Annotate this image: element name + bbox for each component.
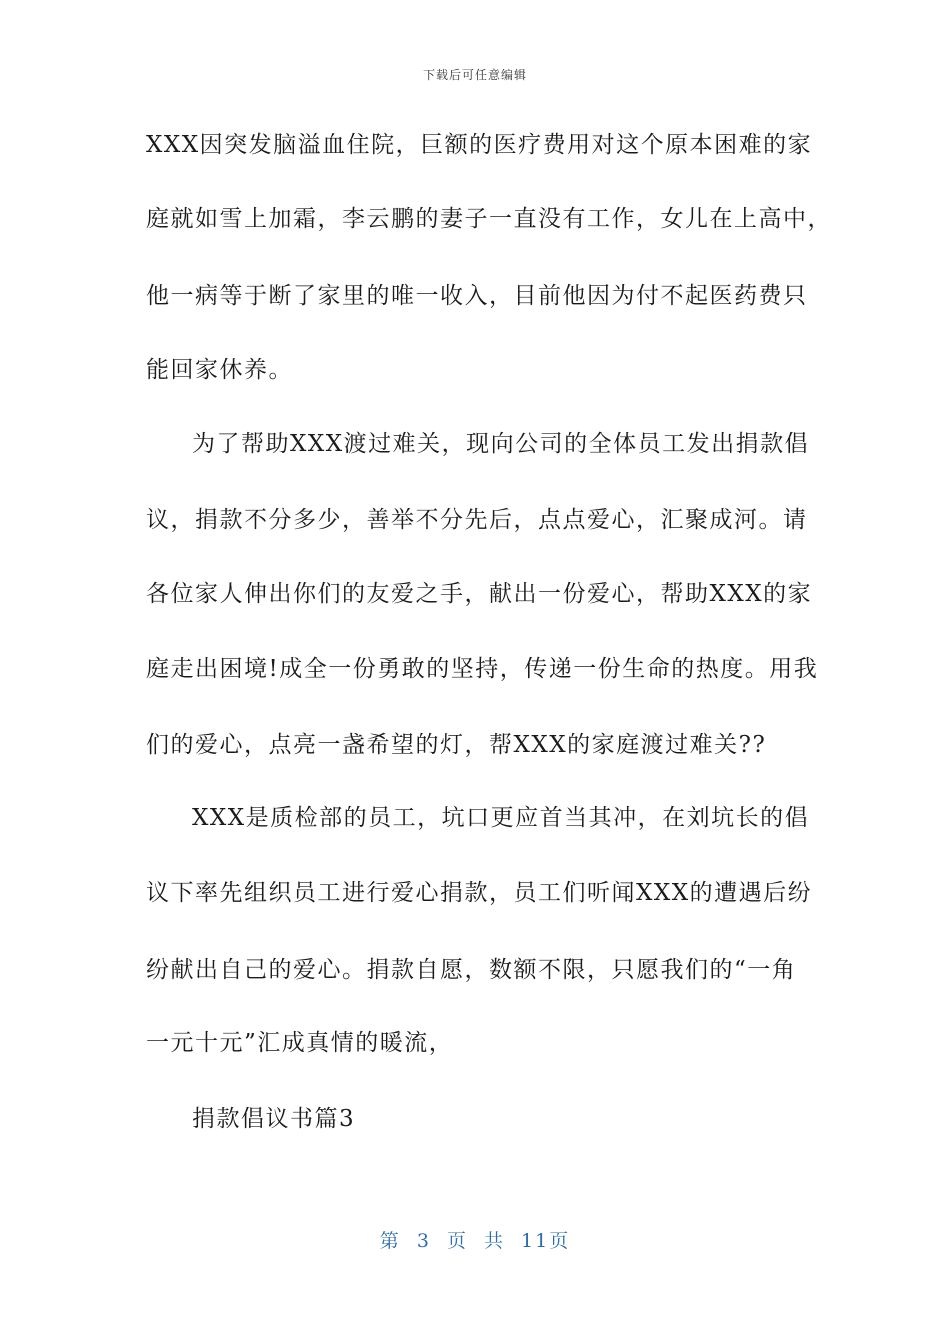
body-line: 能回家休养。 bbox=[146, 357, 293, 383]
body-line: 一元十元”汇成真情的暖流， bbox=[146, 1030, 454, 1056]
body-line: 各位家人伸出你们的友爱之手，献出一份爱心，帮助XXX的家 bbox=[146, 581, 813, 607]
body-line: XXX因突发脑溢血住院，巨额的医疗费用对这个原本困难的家 bbox=[146, 132, 813, 158]
section-heading: 捐款倡议书篇3 bbox=[192, 1106, 356, 1132]
body-line: 纷献出自己的爱心。捐款自愿，数额不限，只愿我们的“一角 bbox=[146, 957, 797, 983]
body-line: 议下率先组织员工进行爱心捐款，员工们听闻XXX的遭遇后纷 bbox=[146, 880, 813, 906]
body-line: 为了帮助XXX渡过难关，现向公司的全体员工发出捐款倡 bbox=[192, 431, 810, 457]
body-line: 庭走出困境!成全一份勇敢的坚持，传递一份生命的热度。用我 bbox=[146, 656, 819, 682]
body-line: 议，捐款不分多少，善举不分先后，点点爱心，汇聚成河。请 bbox=[146, 507, 808, 533]
body-line: 他一病等于断了家里的唯一收入，目前他因为付不起医药费只 bbox=[146, 283, 808, 309]
body-line: XXX是质检部的员工，坑口更应首当其冲，在刘坑长的倡 bbox=[192, 805, 810, 831]
body-line: 庭就如雪上加霜，李云鹏的妻子一直没有工作，女儿在上高中， bbox=[146, 206, 832, 232]
page-number: 第 3 页 共 11页 bbox=[379, 1230, 571, 1252]
body-line: 们的爱心，点亮一盏希望的灯，帮XXX的家庭渡过难关?? bbox=[146, 732, 767, 758]
header-note: 下载后可任意编辑 bbox=[422, 68, 527, 82]
